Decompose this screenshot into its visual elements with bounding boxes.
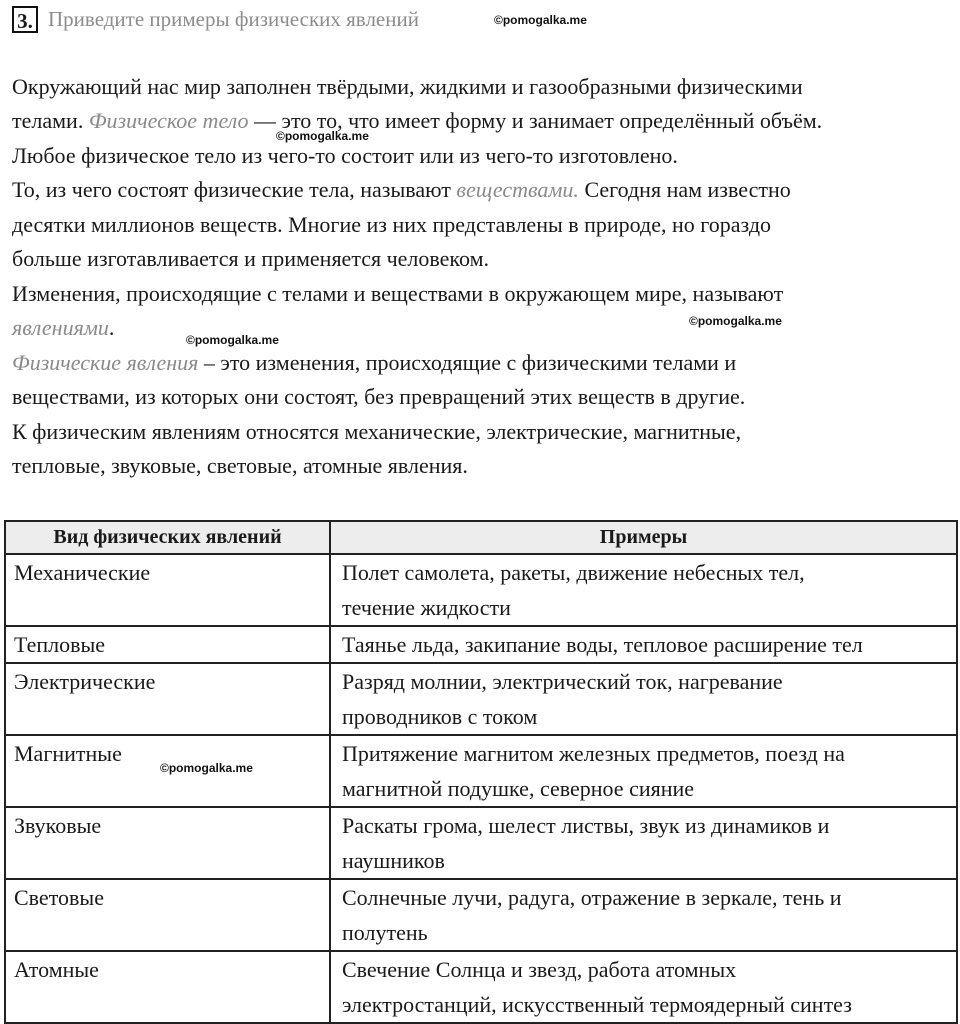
watermark: ©pomogalka.me — [186, 333, 279, 347]
cell-line: магнитной подушке, северное сияние — [342, 776, 695, 801]
cell-examples — [330, 735, 957, 807]
table-row — [5, 735, 957, 807]
cell-line: Полет самолета, ракеты, движение небесных тел, — [342, 560, 805, 585]
cell-examples — [330, 807, 957, 879]
cell-examples — [330, 951, 957, 1023]
cell-line: проводников с током — [342, 704, 538, 729]
term-physical-phenomena: Физические явления — [12, 350, 199, 375]
cell-kind: Световые — [5, 879, 330, 951]
text-line: Изменения, происходящие с телами и веществами в окружающем мире, называют — [12, 281, 784, 306]
text-span: То, из чего состоят физические тела, называют — [12, 177, 457, 202]
cell-line: электростанций, искусственный термоядерный синтез — [342, 992, 852, 1017]
text-line — [12, 173, 791, 207]
cell-examples — [330, 879, 957, 951]
text-line: Любое физическое тело из чего-то состоит или из чего-то изготовлено. — [12, 143, 678, 168]
term-substances: веществами. — [456, 177, 579, 202]
watermark: ©pomogalka.me — [276, 129, 369, 143]
cell-line: Солнечные лучи, радуга, отражение в зеркале, тень и — [342, 885, 842, 910]
cell-kind: Тепловые — [5, 626, 330, 663]
cell-line: Таянье льда, закипание воды, тепловое расширение тел — [342, 632, 863, 657]
table-row — [5, 554, 957, 626]
header-kind: Вид физических явлений — [5, 521, 330, 554]
cell-line: Свечение Солнца и звезд, работа атомных — [342, 957, 737, 982]
text-span: Сегодня нам известно — [578, 177, 791, 202]
task-title: Приведите примеры физических явлений — [48, 6, 419, 31]
cell-kind: Звуковые — [5, 807, 330, 879]
cell-line: Раскаты грома, шелест листвы, звук из динамиков и — [342, 813, 830, 838]
term-phenomena: явлениями — [12, 315, 109, 340]
text-span: . — [108, 315, 115, 340]
text-line — [12, 104, 822, 138]
table-row — [5, 663, 957, 735]
text-line: Окружающий нас мир заполнен твёрдыми, жидкими и газообразными физическими — [12, 74, 803, 99]
text-line: К физическим явлениям относятся механические, электрические, магнитные, — [12, 419, 742, 444]
table-row — [5, 807, 957, 879]
text-line: тепловые, звуковые, световые, атомные явления. — [12, 453, 468, 478]
watermark: ©pomogalka.me — [689, 314, 782, 328]
watermark: ©pomogalka.me — [160, 761, 253, 775]
table-header-row — [5, 521, 957, 554]
cell-line: Разряд молнии, электрический ток, нагревание — [342, 669, 783, 694]
task-number: 3. — [12, 6, 38, 33]
table-row — [5, 626, 957, 663]
cell-kind: Магнитные — [5, 735, 330, 807]
term-physical-body: Физическое тело — [88, 108, 249, 133]
text-line — [12, 311, 114, 345]
text-line: десятки миллионов веществ. Многие из них представлены в природе, но гораздо — [12, 212, 772, 237]
cell-kind: Электрические — [5, 663, 330, 735]
table-row — [5, 951, 957, 1023]
task-header — [12, 4, 419, 34]
text-line: веществами, из которых они состоят, без превращений этих веществ в другие. — [12, 384, 746, 409]
cell-line: Притяжение магнитом железных предметов, поезд на — [342, 741, 845, 766]
text-span: — это то, что имеет форму и занимает определённый объём. — [248, 108, 823, 133]
text-span: – это изменения, происходящие с физическими телами и — [198, 350, 737, 375]
text-span: телами. — [12, 108, 89, 133]
cell-kind: Атомные — [5, 951, 330, 1023]
cell-examples — [330, 663, 957, 735]
watermark: ©pomogalka.me — [494, 13, 587, 27]
header-examples: Примеры — [330, 521, 957, 554]
phenomena-table — [4, 520, 958, 1024]
cell-examples — [330, 554, 957, 626]
cell-kind: Механические — [5, 554, 330, 626]
text-line — [12, 346, 736, 380]
cell-line: наушников — [342, 848, 445, 873]
cell-line: течение жидкости — [342, 595, 511, 620]
cell-examples — [330, 626, 957, 663]
table-row — [5, 879, 957, 951]
text-line: больше изготавливается и применяется человеком. — [12, 246, 489, 271]
cell-line: полутень — [342, 920, 428, 945]
